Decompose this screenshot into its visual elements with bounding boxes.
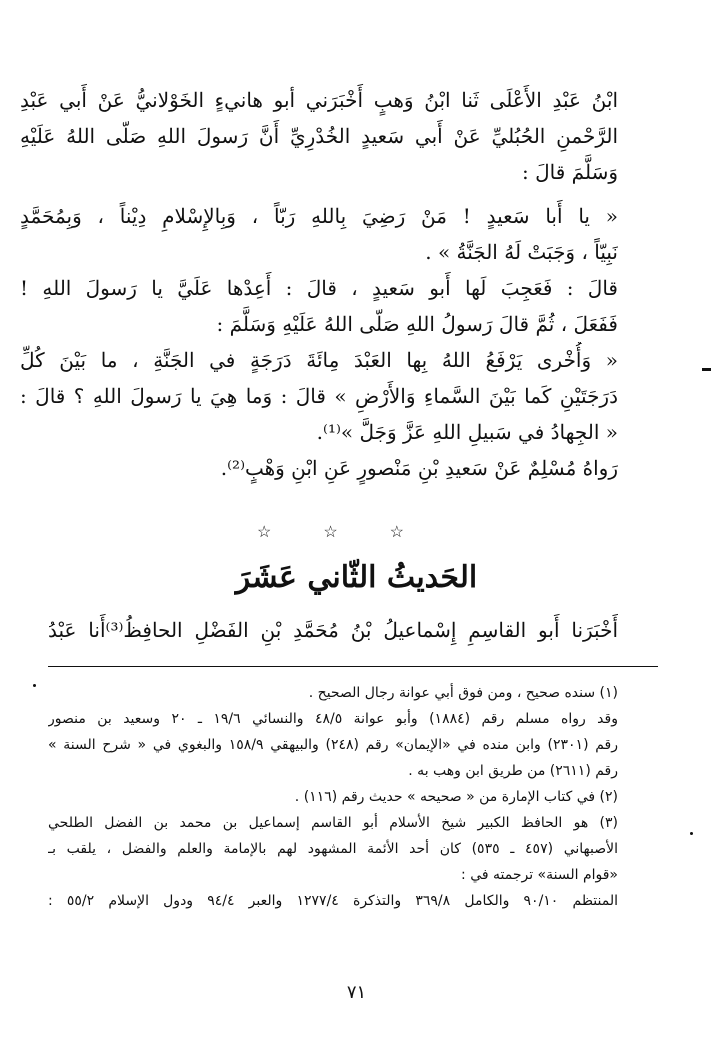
footnotes [48,680,618,914]
text-line: « الجِهادُ في سَبيلِ اللهِ عَزَّ وَجَلَّ »⁽¹⁾. [316,420,618,444]
footnote-line: المنتظم ٩٠/١٠ والكامل ٣٦٩/٨ والتذكرة ١٢٧٧/٤ والعبر ٩٤/٤ ودول الإسلام ٥٥/٢ : [48,893,618,909]
margin-dot [33,684,36,687]
text-line: رَواهُ مُسْلِمٌ عَنْ سَعيدِ بْنِ مَنْصورٍ عَنِ ابْنِ وَهْبٍ⁽²⁾. [220,456,618,480]
text-line: دَرَجَتَيْنِ كَما بَيْنَ السَّماءِ وَالأَرْضِ » قالَ : وَما هِيَ يا رَسولَ اللهِ ؟ قالَ : [20,384,618,408]
footnote-separator [48,666,658,667]
opening-line: أَخْبَرَنا أَبو القاسِمِ إِسْماعيلُ بْنُ مُحَمَّدِ بْنِ الفَضْلِ الحافِظُ⁽³⁾أَنا عَبْدُ [48,618,618,642]
star-icon: ☆ [323,522,390,541]
text-line: قالَ : فَعَجِبَ لَها أَبو سَعيدٍ ، قالَ : أَعِدْها عَلَيَّ يا رَسولَ اللهِ ! [20,276,618,300]
section-heading: الحَديثُ الثّاني عَشَرَ [235,560,478,595]
footnote-line: (١) سنده صحيح ، ومن فوق أبي عوانة رجال الصحيح . [308,685,618,701]
star-icon: ☆ [256,522,324,541]
text-line: فَفَعَلَ ، ثُمَّ قالَ رَسولُ اللهِ صَلّى اللهُ عَلَيْهِ وَسَلَّمَ : [216,312,618,336]
margin-dot [690,832,693,835]
footnote-line: (٣) هو الحافظ الكبير شيخ الأسلام أبو القاسم إسماعيل بن محمد بن الفضل الطلحي [48,815,618,831]
footnote-line: رقم (٢٣٠١) وابن منده في «الإيمان» رقم (٢٤٨) والبيهقي ١٥٨/٩ والبغوي في « شرح السنة » [48,737,618,753]
star-divider [0,522,713,541]
footnote-line: (٢) في كتاب الإمارة من « صحيحه » حديث رقم (١١٦) . [294,789,618,805]
text-line: ابْنُ عَبْدِ الأَعْلَى ثَنا ابْنُ وَهبٍ أَخْبَرَني أبو هانيءٍ الخَوْلانيُّ عَنْ أَبي عَبْدِ [20,88,618,112]
footnote-line: الأصبهاني (٤٥٧ ـ ٥٣٥) كان أحد الأئمة المشهود لهم بالإمامة والعلم والفضل ، يلقب بـ [48,841,618,857]
text-line: « وَأُخْرى يَرْفَعُ اللهُ بِها العَبْدَ مِائَةَ دَرَجَةٍ في الجَنَّةِ ، ما بَيْنَ كُلِّ [20,348,618,372]
footnote-line: رقم (٢٦١١) من طريق ابن وهب به . [408,763,618,779]
text-line: نَبِيّاً ، وَجَبَتْ لَهُ الجَنَّةُ » . [425,240,618,264]
footnote-line: وقد رواه مسلم رقم (١٨٨٤) وأبو عوانة ٤٨/٥ والنسائي ١٩/٦ ـ ٢٠ وسعيد بن منصور [48,711,618,727]
page-number: ٧١ [346,982,367,1003]
text-line: « يا أَبا سَعيدٍ ! مَنْ رَضِيَ بِاللهِ رَبّاً ، وَبِالإِسْلامِ دِيْناً ، وَبِمُحَمَّدٍ [20,204,618,228]
footnote-line: «قوام السنة» ترجمته في : [461,867,618,883]
star-icon: ☆ [389,522,457,541]
margin-dash [702,368,711,371]
hadith-body-text [20,82,618,486]
text-line: الرَّحْمنِ الحُبُليِّ عَنْ أَبي سَعيدٍ الخُدْرِيِّ أَنَّ رَسولَ اللهِ صَلّى اللهُ عَلَيْهِ [20,124,618,148]
text-line: وَسَلَّمَ قالَ : [522,160,618,184]
